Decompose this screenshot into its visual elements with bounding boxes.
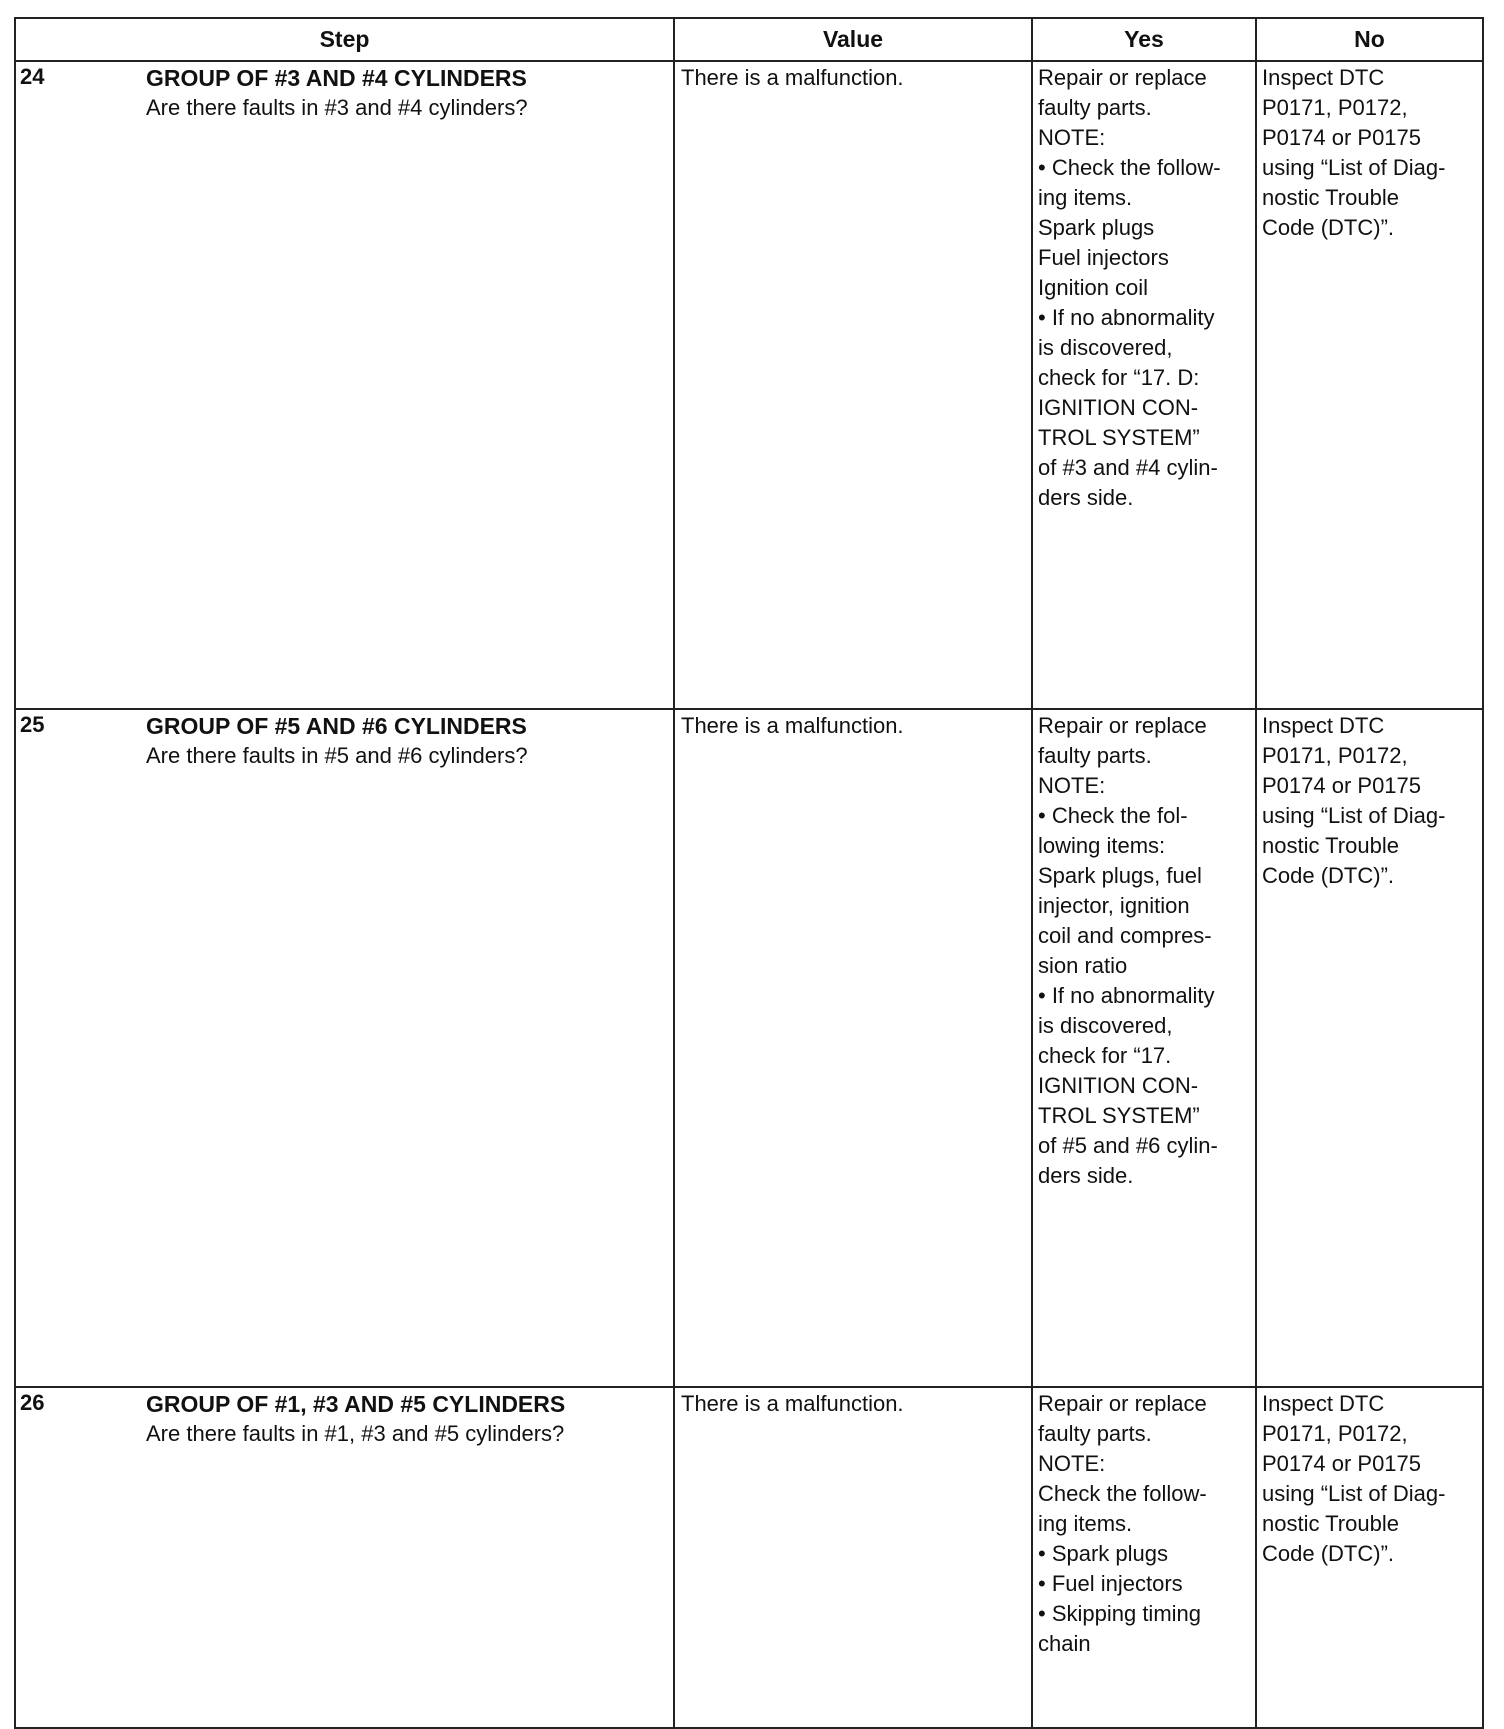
step-number: 26 <box>20 1390 45 1415</box>
yes-text: Repair or replace faulty parts. NOTE: • Check the follow- ing items. Spark plugs Fuel injectors Ignition coil • If no abnormality is discovered, check for “17. D: IGNITION CON- TROL SYSTEM” of #3 and #4 cylin- ders side. <box>1038 65 1221 510</box>
value-text: There is a malfunction. <box>681 1391 904 1416</box>
no-text: Inspect DTC P0171, P0172, P0174 or P0175 using “List of Diag- nostic Trouble Code (DTC)”. <box>1262 713 1446 888</box>
value-cell <box>674 1387 1032 1728</box>
step-cell <box>15 1387 674 1728</box>
step-number: 25 <box>20 712 45 737</box>
value-cell <box>674 709 1032 1387</box>
no-text: Inspect DTC P0171, P0172, P0174 or P0175 using “List of Diag- nostic Trouble Code (DTC)”. <box>1262 65 1446 240</box>
no-cell <box>1256 709 1483 1387</box>
header-value: Value <box>674 18 1032 61</box>
value-cell <box>674 61 1032 709</box>
step-number: 24 <box>20 64 45 89</box>
step-question: Are there faults in #5 and #6 cylinders? <box>146 743 528 768</box>
table-row <box>15 61 1483 709</box>
header-row <box>15 18 1483 61</box>
yes-cell <box>1032 61 1256 709</box>
no-text: Inspect DTC P0171, P0172, P0174 or P0175 using “List of Diag- nostic Trouble Code (DTC)”. <box>1262 1391 1446 1566</box>
step-cell <box>15 61 674 709</box>
diagnostic-table <box>14 17 1484 1729</box>
yes-cell <box>1032 709 1256 1387</box>
step-title: GROUP OF #3 AND #4 CYLINDERS <box>146 65 527 91</box>
no-cell <box>1256 1387 1483 1728</box>
header-yes: Yes <box>1032 18 1256 61</box>
yes-text: Repair or replace faulty parts. NOTE: • Check the fol- lowing items: Spark plugs, fuel injector, ignition coil and compres- sion ratio • If no abnormality is discovered, check for “17. IGNITION CON- TROL SYSTEM” of #5 and #6 cylin- ders side. <box>1038 713 1218 1188</box>
step-question: Are there faults in #1, #3 and #5 cylinders? <box>146 1421 565 1446</box>
yes-cell <box>1032 1387 1256 1728</box>
value-text: There is a malfunction. <box>681 713 904 738</box>
header-step: Step <box>15 18 674 61</box>
step-title: GROUP OF #5 AND #6 CYLINDERS <box>146 713 527 739</box>
header-no: No <box>1256 18 1483 61</box>
table-row <box>15 709 1483 1387</box>
no-cell <box>1256 61 1483 709</box>
step-cell <box>15 709 674 1387</box>
table-row <box>15 1387 1483 1728</box>
yes-text: Repair or replace faulty parts. NOTE: Check the follow- ing items. • Spark plugs • Fuel injectors • Skipping timing chain <box>1038 1391 1207 1656</box>
value-text: There is a malfunction. <box>681 65 904 90</box>
step-question: Are there faults in #3 and #4 cylinders? <box>146 95 528 120</box>
step-title: GROUP OF #1, #3 AND #5 CYLINDERS <box>146 1391 566 1417</box>
